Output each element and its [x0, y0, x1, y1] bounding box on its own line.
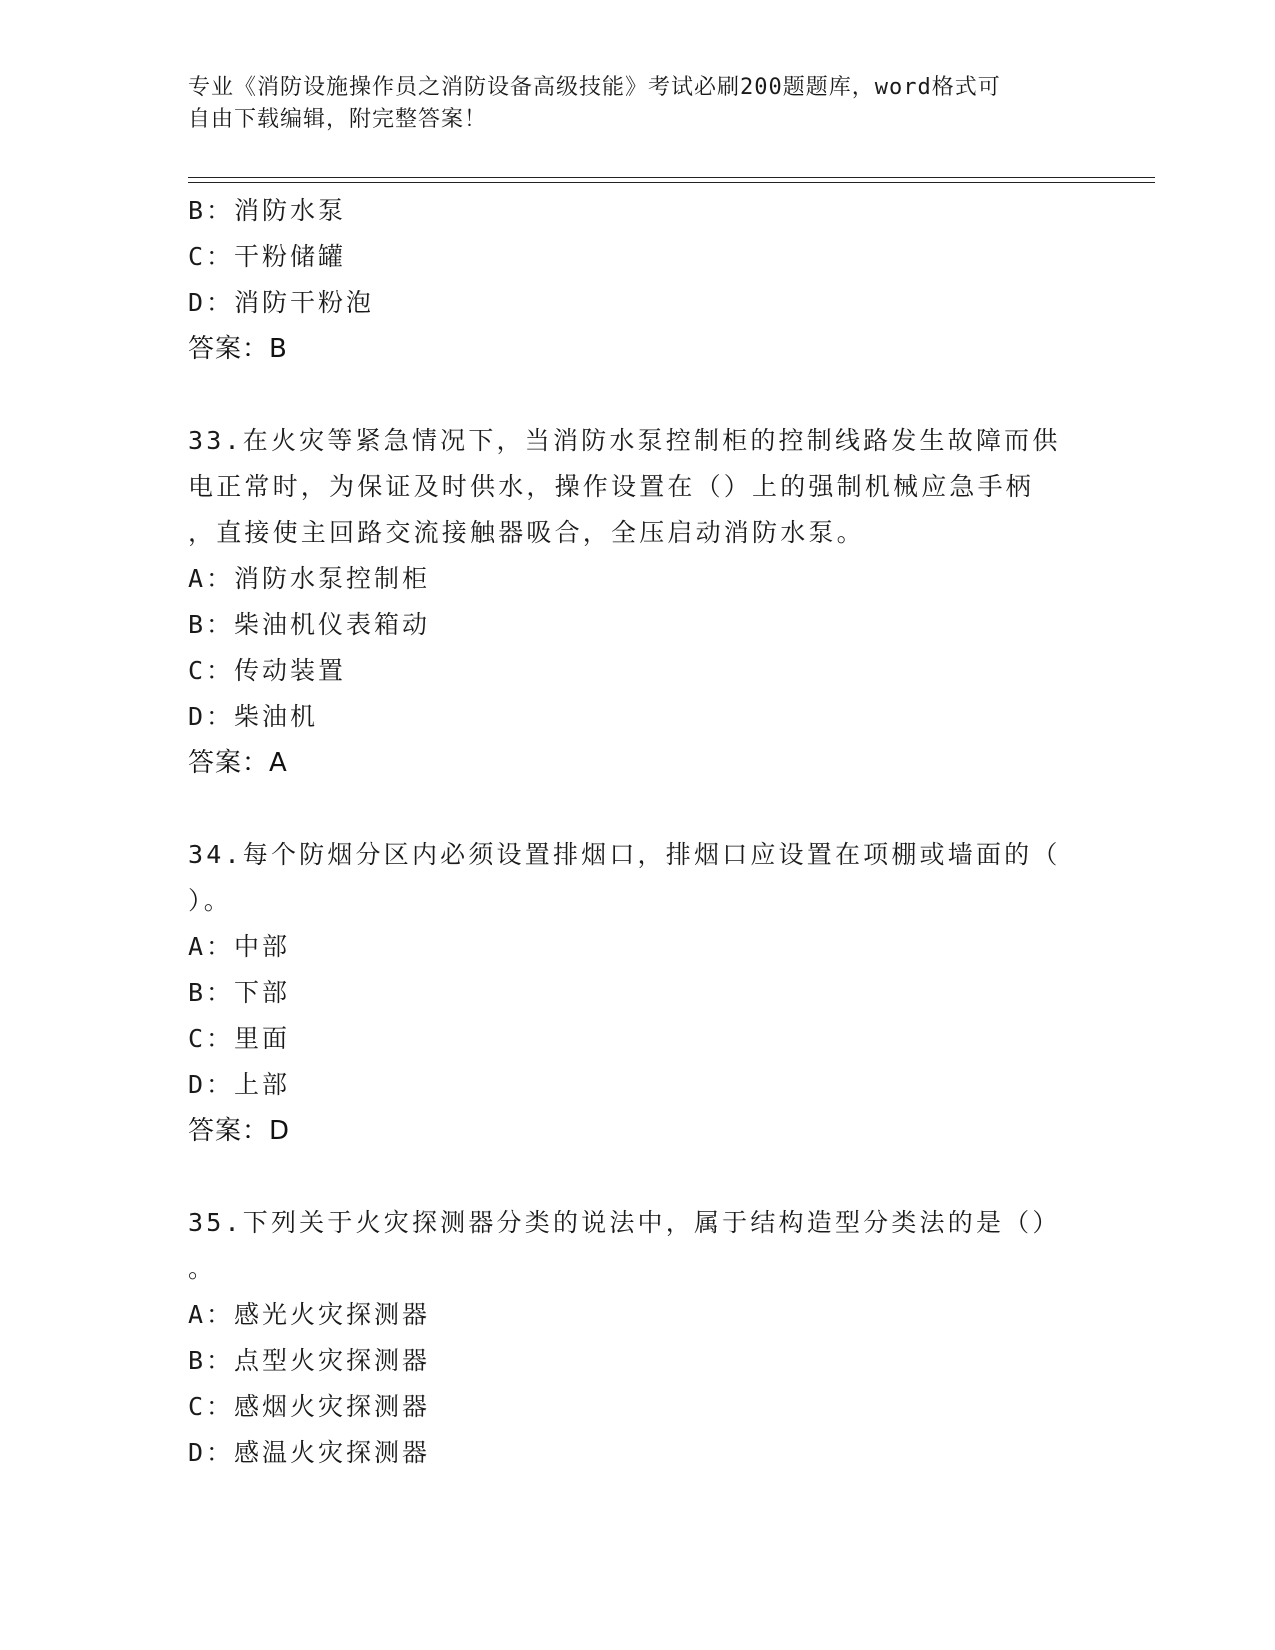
option-d: D：感温火灾探测器	[188, 1438, 431, 1467]
question-stem-line: 34.每个防烟分区内必须设置排烟口，排烟口应设置在项棚或墙面的（	[188, 840, 1061, 869]
option-b: B：下部	[188, 978, 291, 1007]
page-header	[188, 72, 1068, 136]
spacer	[188, 372, 1088, 418]
question-stem-line: 电正常时，为保证及时供水，操作设置在（）上的强制机械应急手柄	[188, 472, 1035, 501]
question-stem-line: 。	[188, 1254, 217, 1283]
option-a: A：中部	[188, 932, 291, 961]
option-c: C：干粉储罐	[188, 242, 347, 271]
header-divider-top	[188, 177, 1155, 178]
question-32	[188, 188, 1088, 372]
option-b: B：消防水泵	[188, 196, 347, 225]
option-b: B：点型火灾探测器	[188, 1346, 431, 1375]
option-b: B：柴油机仪表箱动	[188, 610, 431, 639]
option-d: D：上部	[188, 1070, 291, 1099]
question-stem-line: 35.下列关于火灾探测器分类的说法中，属于结构造型分类法的是（）	[188, 1208, 1061, 1237]
spacer	[188, 786, 1088, 832]
option-c: C：感烟火灾探测器	[188, 1392, 431, 1421]
option-d: D：柴油机	[188, 702, 319, 731]
spacer	[188, 1154, 1088, 1200]
question-stem-line: 33.在火灾等紧急情况下，当消防水泵控制柜的控制线路发生故障而供	[188, 426, 1061, 455]
question-35	[188, 1200, 1088, 1476]
option-c: C：里面	[188, 1024, 291, 1053]
question-34	[188, 832, 1088, 1154]
option-a: A：消防水泵控制柜	[188, 564, 431, 593]
answer-line: 答案：A	[188, 748, 288, 778]
question-stem-line: ，直接使主回路交流接触器吸合，全压启动消防水泵。	[188, 518, 865, 547]
question-33	[188, 418, 1088, 786]
header-line-1: 专业《消防设施操作员之消防设备高级技能》考试必刷200题题库，word格式可	[188, 75, 1001, 100]
option-d: D：消防干粉泡	[188, 288, 375, 317]
question-list	[188, 188, 1088, 1476]
question-stem-line: ）。	[188, 886, 232, 915]
option-c: C：传动装置	[188, 656, 347, 685]
option-a: A：感光火灾探测器	[188, 1300, 431, 1329]
header-line-2: 自由下载编辑，附完整答案！	[188, 107, 488, 132]
answer-line: 答案：D	[188, 1116, 291, 1146]
header-divider-bottom	[188, 182, 1155, 183]
answer-line: 答案：B	[188, 334, 288, 364]
